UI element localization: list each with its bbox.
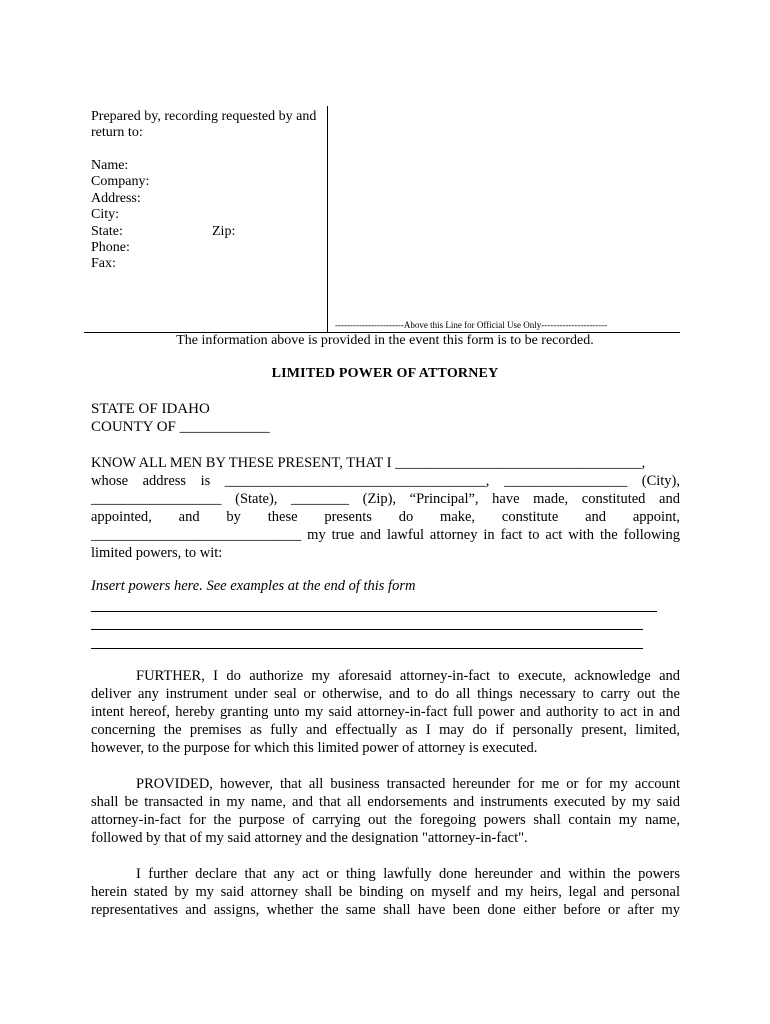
provided-line-1: PROVIDED, however, that all business transacted hereunder for me or for my account bbox=[136, 776, 680, 792]
further-line-1: FURTHER, I do authorize my aforesaid attorney-in-fact to execute, acknowledge and bbox=[136, 668, 680, 684]
prepared-by-line-2: return to: bbox=[91, 125, 143, 141]
further-line-3: intent hereof, hereby granting unto my said attorney-in-fact full power and authority to act in and bbox=[91, 704, 680, 720]
principal-line-1: KNOW ALL MEN BY THESE PRESENT, THAT I __________________________________, bbox=[91, 455, 646, 471]
fax-field-label: Fax: bbox=[91, 256, 116, 272]
principal-line-4: appointed, and by these presents do make, constitute and appoint, bbox=[91, 509, 680, 525]
principal-line-5: _____________________________ my true and lawful attorney in fact to act with the following bbox=[91, 527, 680, 543]
further-paragraph bbox=[91, 667, 680, 757]
provided-paragraph bbox=[91, 775, 680, 847]
recording-box-divider bbox=[327, 106, 328, 332]
venue-block bbox=[91, 400, 270, 436]
city-field-label: City: bbox=[91, 207, 120, 223]
further-line-2: deliver any instrument under seal or otherwise, and to do all things necessary to carry out the bbox=[91, 686, 680, 702]
principal-line-3: __________________ (State), ________ (Zip), “Principal”, have made, constituted and bbox=[91, 491, 680, 507]
declare-line-2: herein stated by my said attorney shall be binding on myself and my heirs, legal and personal bbox=[91, 884, 680, 900]
name-field-label: Name: bbox=[91, 158, 129, 173]
state-zip-row bbox=[91, 223, 236, 240]
principal-clause bbox=[91, 454, 680, 562]
principal-line-2: whose address is ____________________________________, _________________ (City), bbox=[91, 473, 680, 489]
official-use-line: -----------------------Above this Line for Official Use Only---------------------- bbox=[335, 320, 608, 330]
venue-state: STATE OF IDAHO bbox=[91, 401, 210, 417]
declare-paragraph bbox=[91, 865, 680, 919]
powers-instruction: Insert powers here. See examples at the end of this form bbox=[91, 578, 416, 594]
recorded-note: The information above is provided in the event this form is to be recorded. bbox=[176, 333, 594, 348]
document-title: LIMITED POWER OF ATTORNEY bbox=[271, 366, 499, 381]
powers-blank-line-1[interactable] bbox=[91, 611, 657, 612]
phone-field-label: Phone: bbox=[91, 240, 130, 256]
provided-line-3: attorney-in-fact for the purpose of carrying out the foregoing powers shall contain my name, bbox=[91, 812, 680, 828]
declare-line-3: representatives and assigns, whether the same shall have been done either before or after my bbox=[91, 902, 680, 918]
further-line-4: concerning the premises as fully and effectually as I may do if personally present, limited, bbox=[91, 722, 680, 738]
zip-field-label: Zip: bbox=[212, 223, 236, 239]
return-to-fields bbox=[91, 158, 236, 273]
powers-blank-line-3[interactable] bbox=[91, 648, 643, 649]
state-field-label: State: bbox=[91, 223, 123, 239]
company-field-label: Company: bbox=[91, 174, 150, 190]
prepared-by-block bbox=[91, 109, 316, 142]
prepared-by-line-1: Prepared by, recording requested by and bbox=[91, 109, 317, 124]
address-field-label: Address: bbox=[91, 190, 141, 206]
principal-line-6: limited powers, to wit: bbox=[91, 545, 223, 561]
provided-line-2: shall be transacted in my name, and that all endorsements and instruments executed by my said bbox=[91, 794, 680, 810]
powers-blank-line-2[interactable] bbox=[91, 629, 643, 630]
provided-line-4: followed by that of my said attorney and the designation "attorney-in-fact". bbox=[91, 830, 528, 846]
declare-line-1: I further declare that any act or thing lawfully done hereunder and within the powers bbox=[136, 866, 680, 882]
venue-county: COUNTY OF ____________ bbox=[91, 419, 270, 435]
further-line-5: however, to the purpose for which this limited power of attorney is executed. bbox=[91, 740, 538, 756]
